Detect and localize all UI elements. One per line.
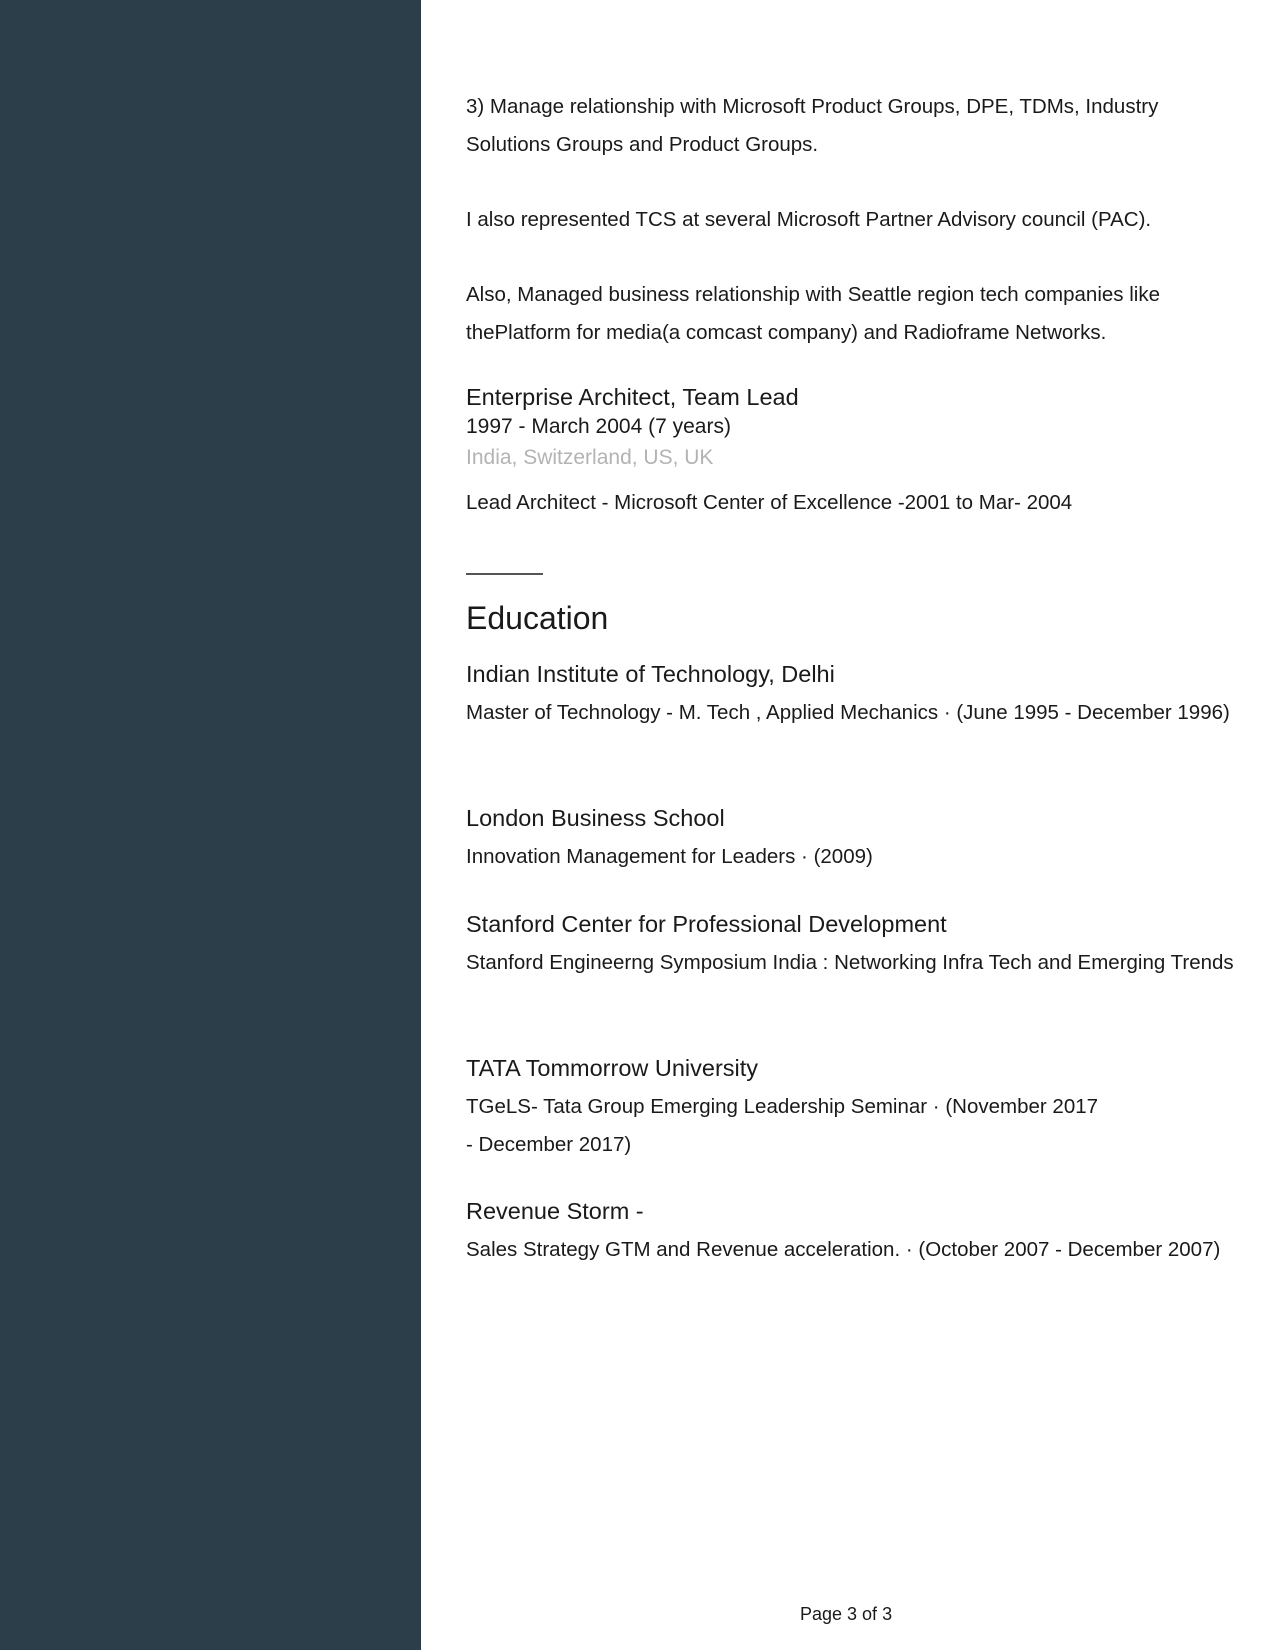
education-school: Indian Institute of Technology, Delhi — [466, 661, 835, 687]
job-dates: 1997 - March 2004 (7 years) — [466, 415, 731, 438]
experience-paragraph: Also, Managed business relationship with Seattle region tech companies like thePlatform for media(a comcast company) and Radioframe Networks. — [466, 283, 1160, 344]
experience-paragraph: 3) Manage relationship with Microsoft Product Groups, DPE, TDMs, Industry Solutions Groups and Product Groups. — [466, 95, 1159, 156]
page-number: Page 3 of 3 — [800, 1604, 893, 1624]
education-detail: Master of Technology - M. Tech , Applied Mechanics · (June 1995 - December 1996) — [466, 701, 1230, 724]
education-detail: Sales Strategy GTM and Revenue acceleration. · (October 2007 - December 2007) — [466, 1238, 1221, 1261]
education-school: London Business School — [466, 805, 725, 831]
section-divider — [466, 573, 543, 575]
experience-paragraph: I also represented TCS at several Microsoft Partner Advisory council (PAC). — [466, 208, 1152, 231]
education-detail: Innovation Management for Leaders · (2009) — [466, 845, 873, 868]
job-location: India, Switzerland, US, UK — [466, 446, 714, 469]
education-detail: TGeLS- Tata Group Emerging Leadership Seminar · (November 2017 - December 2017) — [466, 1095, 1099, 1156]
education-detail: Stanford Engineerng Symposium India : Networking Infra Tech and Emerging Trends — [466, 951, 1234, 974]
sidebar-panel — [0, 0, 421, 1650]
job-title: Enterprise Architect, Team Lead — [466, 384, 799, 410]
education-school: TATA Tommorrow University — [466, 1055, 759, 1081]
education-heading: Education — [466, 600, 609, 636]
education-school: Revenue Storm - — [466, 1198, 644, 1224]
job-description: Lead Architect - Microsoft Center of Excellence -2001 to Mar- 2004 — [466, 491, 1073, 514]
education-school: Stanford Center for Professional Development — [466, 911, 947, 937]
